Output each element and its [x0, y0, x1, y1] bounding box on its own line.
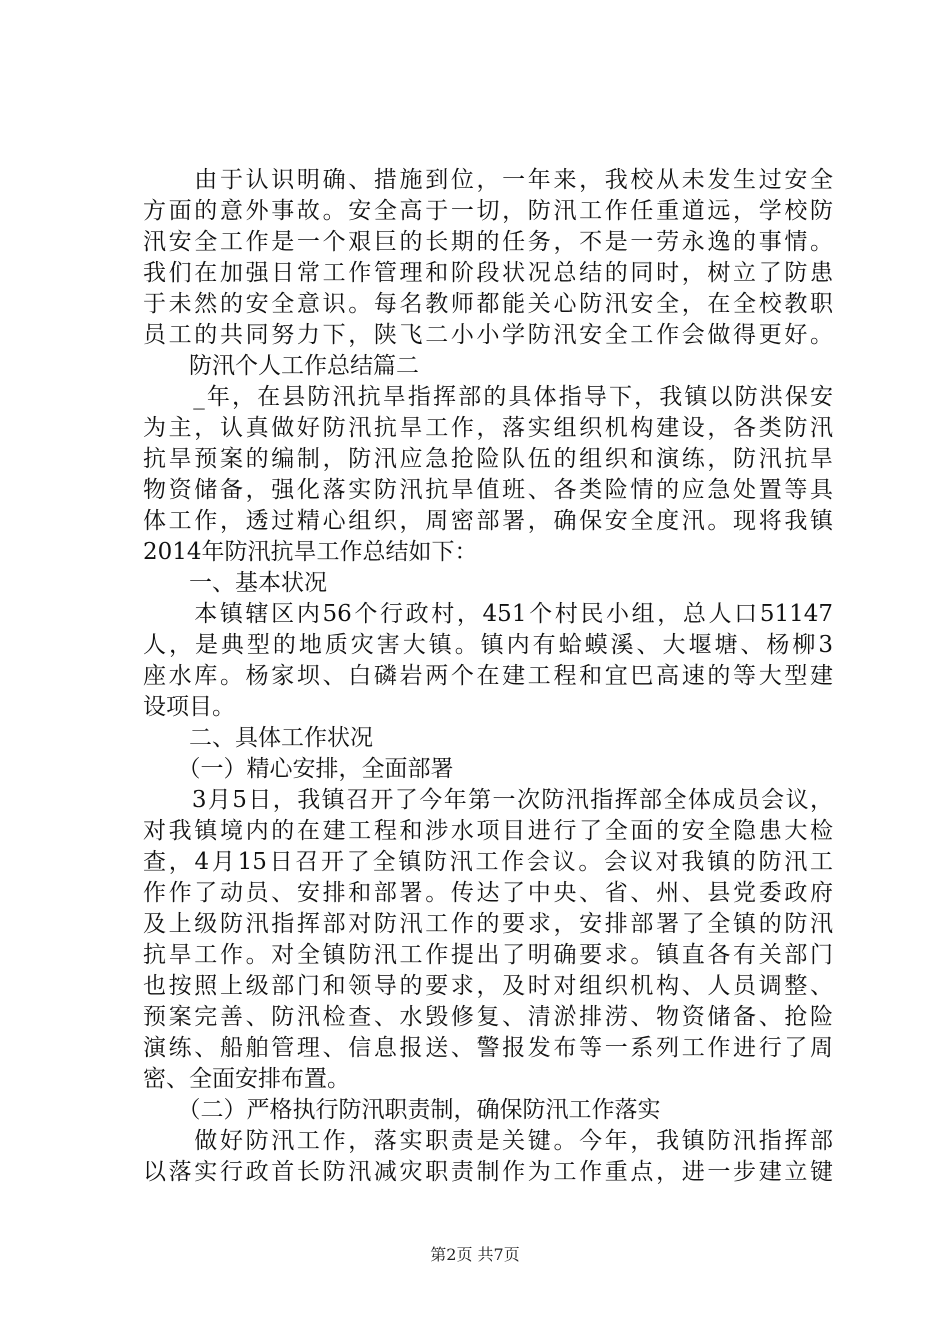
text-line: 二、具体工作状况	[143, 725, 373, 751]
text-line: 以落实行政首长防汛减灾职责制作为工作重点，进一步建立键	[143, 1159, 833, 1185]
text-line: 于未然的安全意识。每名教师都能关心防汛安全，在全校教职	[143, 291, 833, 317]
text-line: 设项目。	[143, 694, 235, 720]
text-line: 也按照上级部门和领导的要求，及时对组织机构、人员调整、	[143, 973, 833, 999]
text-line: 本镇辖区内56个行政村，451个村民小组，总人口51147	[143, 601, 833, 627]
text-line: 为主，认真做好防汛抗旱工作，落实组织机构建设，各类防汛	[143, 415, 833, 441]
text-line: 查，4月15日召开了全镇防汛工作会议。会议对我镇的防汛工	[143, 849, 833, 875]
text-line: 抗旱工作。对全镇防汛工作提出了明确要求。镇直各有关部门	[143, 942, 833, 968]
text-line: 由于认识明确、措施到位，一年来，我校从未发生过安全	[143, 167, 833, 193]
text-line: _年，在县防汛抗旱指挥部的具体指导下，我镇以防洪保安	[143, 384, 833, 410]
text-line: 3月5日，我镇召开了今年第一次防汛指挥部全体成员会议，	[143, 787, 833, 813]
text-line: 密、全面安排布置。	[143, 1066, 350, 1092]
text-line: 汛安全工作是一个艰巨的长期的任务，不是一劳永逸的事情。	[143, 229, 833, 255]
text-line: 我们在加强日常工作管理和阶段状况总结的同时，树立了防患	[143, 260, 833, 286]
text-line: 对我镇境内的在建工程和涉水项目进行了全面的安全隐患大检	[143, 818, 833, 844]
text-line: 方面的意外事故。安全高于一切，防汛工作任重道远，学校防	[143, 198, 833, 224]
text-line: 人，是典型的地质灾害大镇。镇内有蛤蟆溪、大堰塘、杨柳3	[143, 632, 833, 658]
text-line: 防汛个人工作总结篇二	[143, 353, 419, 379]
text-line: 预案完善、防汛检查、水毁修复、清淤排涝、物资储备、抢险	[143, 1004, 833, 1030]
text-line: 及上级防汛指挥部对防汛工作的要求，安排部署了全镇的防汛	[143, 911, 833, 937]
text-line: 演练、船舶管理、信息报送、警报发布等一系列工作进行了周	[143, 1035, 833, 1061]
text-line: （一）精心安排，全面部署	[143, 756, 454, 782]
text-line: 员工的共同努力下，陕飞二小小学防汛安全工作会做得更好。	[143, 322, 833, 348]
document-body	[143, 165, 833, 1188]
text-line: 作作了动员、安排和部署。传达了中央、省、州、县党委政府	[143, 880, 833, 906]
text-line: 物资储备，强化落实防汛抗旱值班、各类险情的应急处置等具	[143, 477, 833, 503]
text-line: 座水库。杨家坝、白磷岩两个在建工程和宜巴高速的等大型建	[143, 663, 833, 689]
text-line: （二）严格执行防汛职责制，确保防汛工作落实	[143, 1097, 661, 1123]
text-line: 做好防汛工作，落实职责是关键。今年，我镇防汛指挥部	[143, 1128, 833, 1154]
text-line: 2014年防汛抗旱工作总结如下：	[143, 539, 478, 565]
page-footer: 第2页 共7页	[430, 1245, 520, 1264]
text-line: 体工作，透过精心组织，周密部署，确保安全度汛。现将我镇	[143, 508, 833, 534]
text-line: 抗旱预案的编制，防汛应急抢险队伍的组织和演练，防汛抗旱	[143, 446, 833, 472]
text-line: 一、基本状况	[143, 570, 327, 596]
